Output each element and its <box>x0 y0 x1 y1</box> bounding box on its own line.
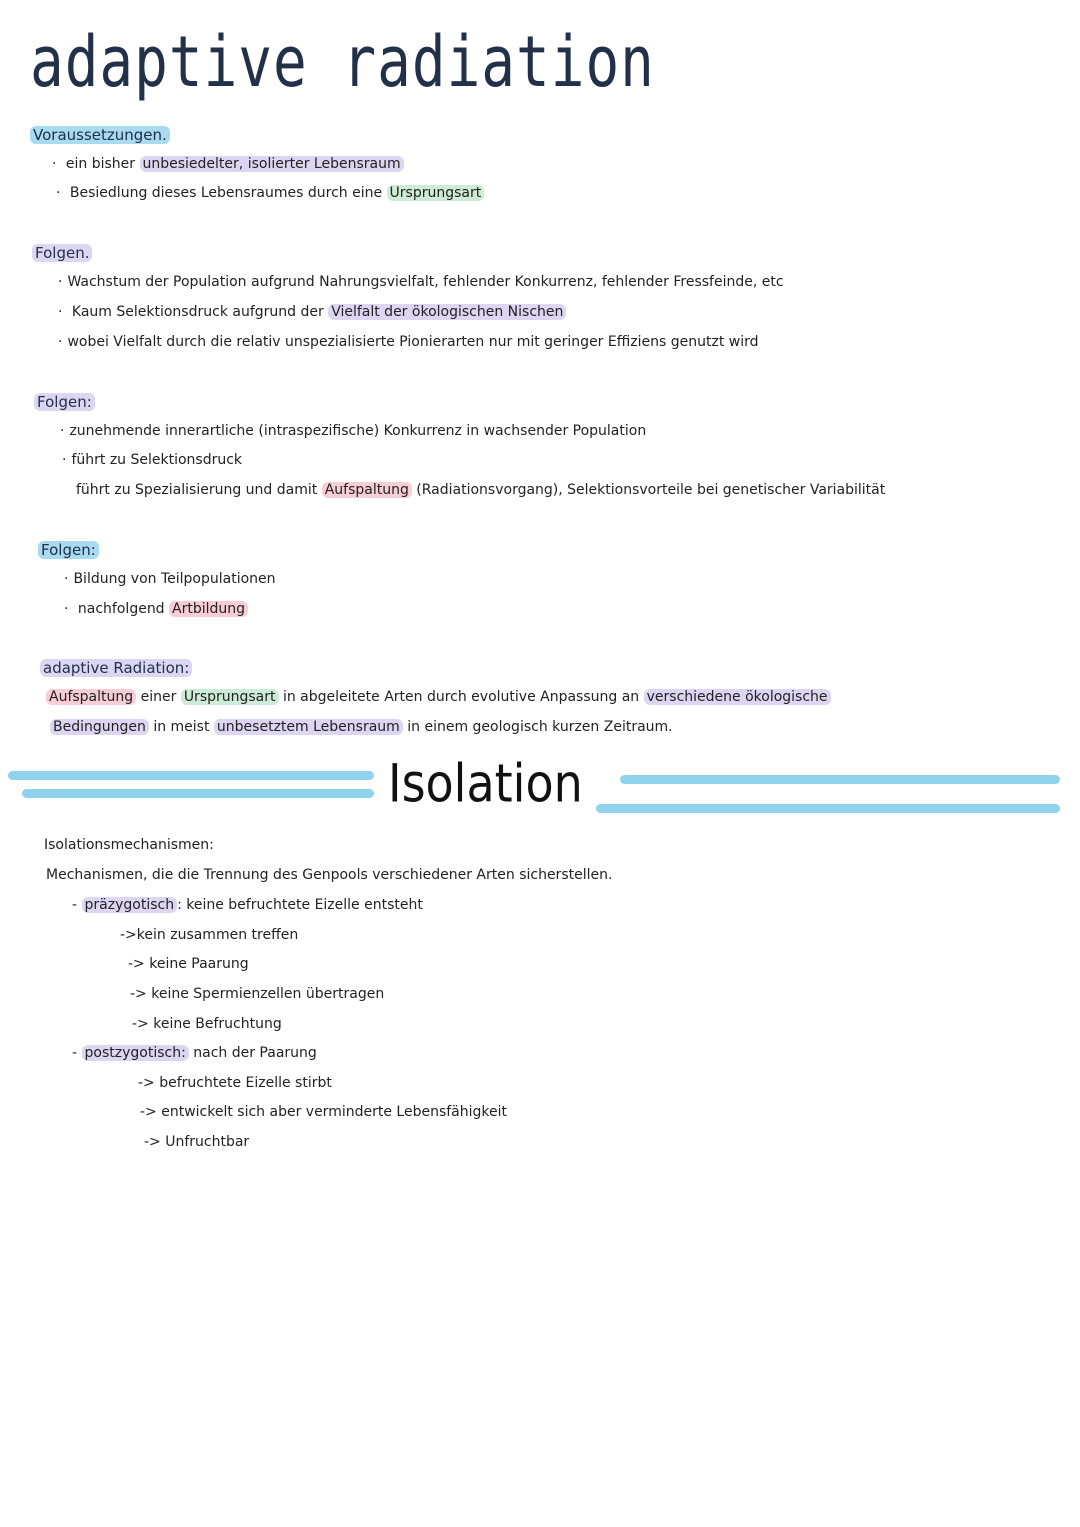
list-item: · Wachstum der Population aufgrund Nahrungsvielfalt, fehlender Konkurrenz, fehlender Fressfeinde, etc <box>58 274 784 290</box>
list-item: -> Unfruchtbar <box>144 1134 250 1150</box>
list-item: · ein bisher unbesiedelter, isolierter Lebensraum <box>52 156 404 172</box>
list-item: · zunehmende innerartliche (intraspezifische) Konkurrenz in wachsender Population <box>60 423 646 439</box>
praezygotisch-item: - präzygotisch : keine befruchtete Eizelle entsteht <box>72 897 423 913</box>
definition-heading: adaptive Radiation: <box>40 659 192 677</box>
folgen-heading-1: Folgen. <box>32 244 92 262</box>
divider-left-top <box>8 771 374 780</box>
list-item: · wobei Vielfalt durch die relativ unspezialisierte Pionierarten nur mit geringer Effiziens genutzt wird <box>58 334 759 350</box>
list-item: -> befruchtete Eizelle stirbt <box>138 1075 332 1091</box>
definition-line-2: Bedingungen in meist unbesetztem Lebensraum in einem geologisch kurzen Zeitraum. <box>50 719 673 735</box>
voraussetzungen-heading: Voraussetzungen. <box>30 126 170 144</box>
definition-line-1: Aufspaltung einer Ursprungsart in abgeleitete Arten durch evolutive Anpassung an verschiedene ökologische <box>46 689 831 705</box>
divider-right-top <box>620 775 1060 784</box>
isolation-definition: Mechanismen, die die Trennung des Genpools verschiedener Arten sicherstellen. <box>46 867 613 883</box>
list-item: -> keine Befruchtung <box>132 1016 282 1032</box>
folgen-heading-3: Folgen: <box>38 541 99 559</box>
list-item: -> keine Paarung <box>128 956 249 972</box>
page-title: adaptive radiation <box>30 22 655 104</box>
list-item: -> keine Spermienzellen übertragen <box>130 986 385 1002</box>
list-item: · nachfolgend Artbildung <box>64 601 248 617</box>
divider-left-bottom <box>22 789 374 798</box>
list-item: · führt zu Selektionsdruck <box>62 452 242 468</box>
list-item: · Bildung von Teilpopulationen <box>64 571 276 587</box>
list-item: · Kaum Selektionsdruck aufgrund der Vielfalt der ökologischen Nischen <box>58 304 566 320</box>
postzygotisch-item: - postzygotisch: nach der Paarung <box>72 1045 317 1061</box>
list-item: -> entwickelt sich aber verminderte Lebensfähigkeit <box>140 1104 507 1120</box>
list-item: · Besiedlung dieses Lebensraumes durch eine Ursprungsart <box>56 185 484 201</box>
divider-right-bottom <box>596 804 1060 813</box>
isolation-heading: Isolationsmechanismen: <box>44 837 214 853</box>
folgen-heading-2: Folgen: <box>34 393 95 411</box>
isolation-title: Isolation <box>388 752 583 815</box>
list-item: ->kein zusammen treffen <box>120 927 299 943</box>
list-item-continued: führt zu Spezialisierung und damit Aufspaltung (Radiationsvorgang), Selektionsvorteile bei genetischer Variabilität <box>76 482 886 498</box>
